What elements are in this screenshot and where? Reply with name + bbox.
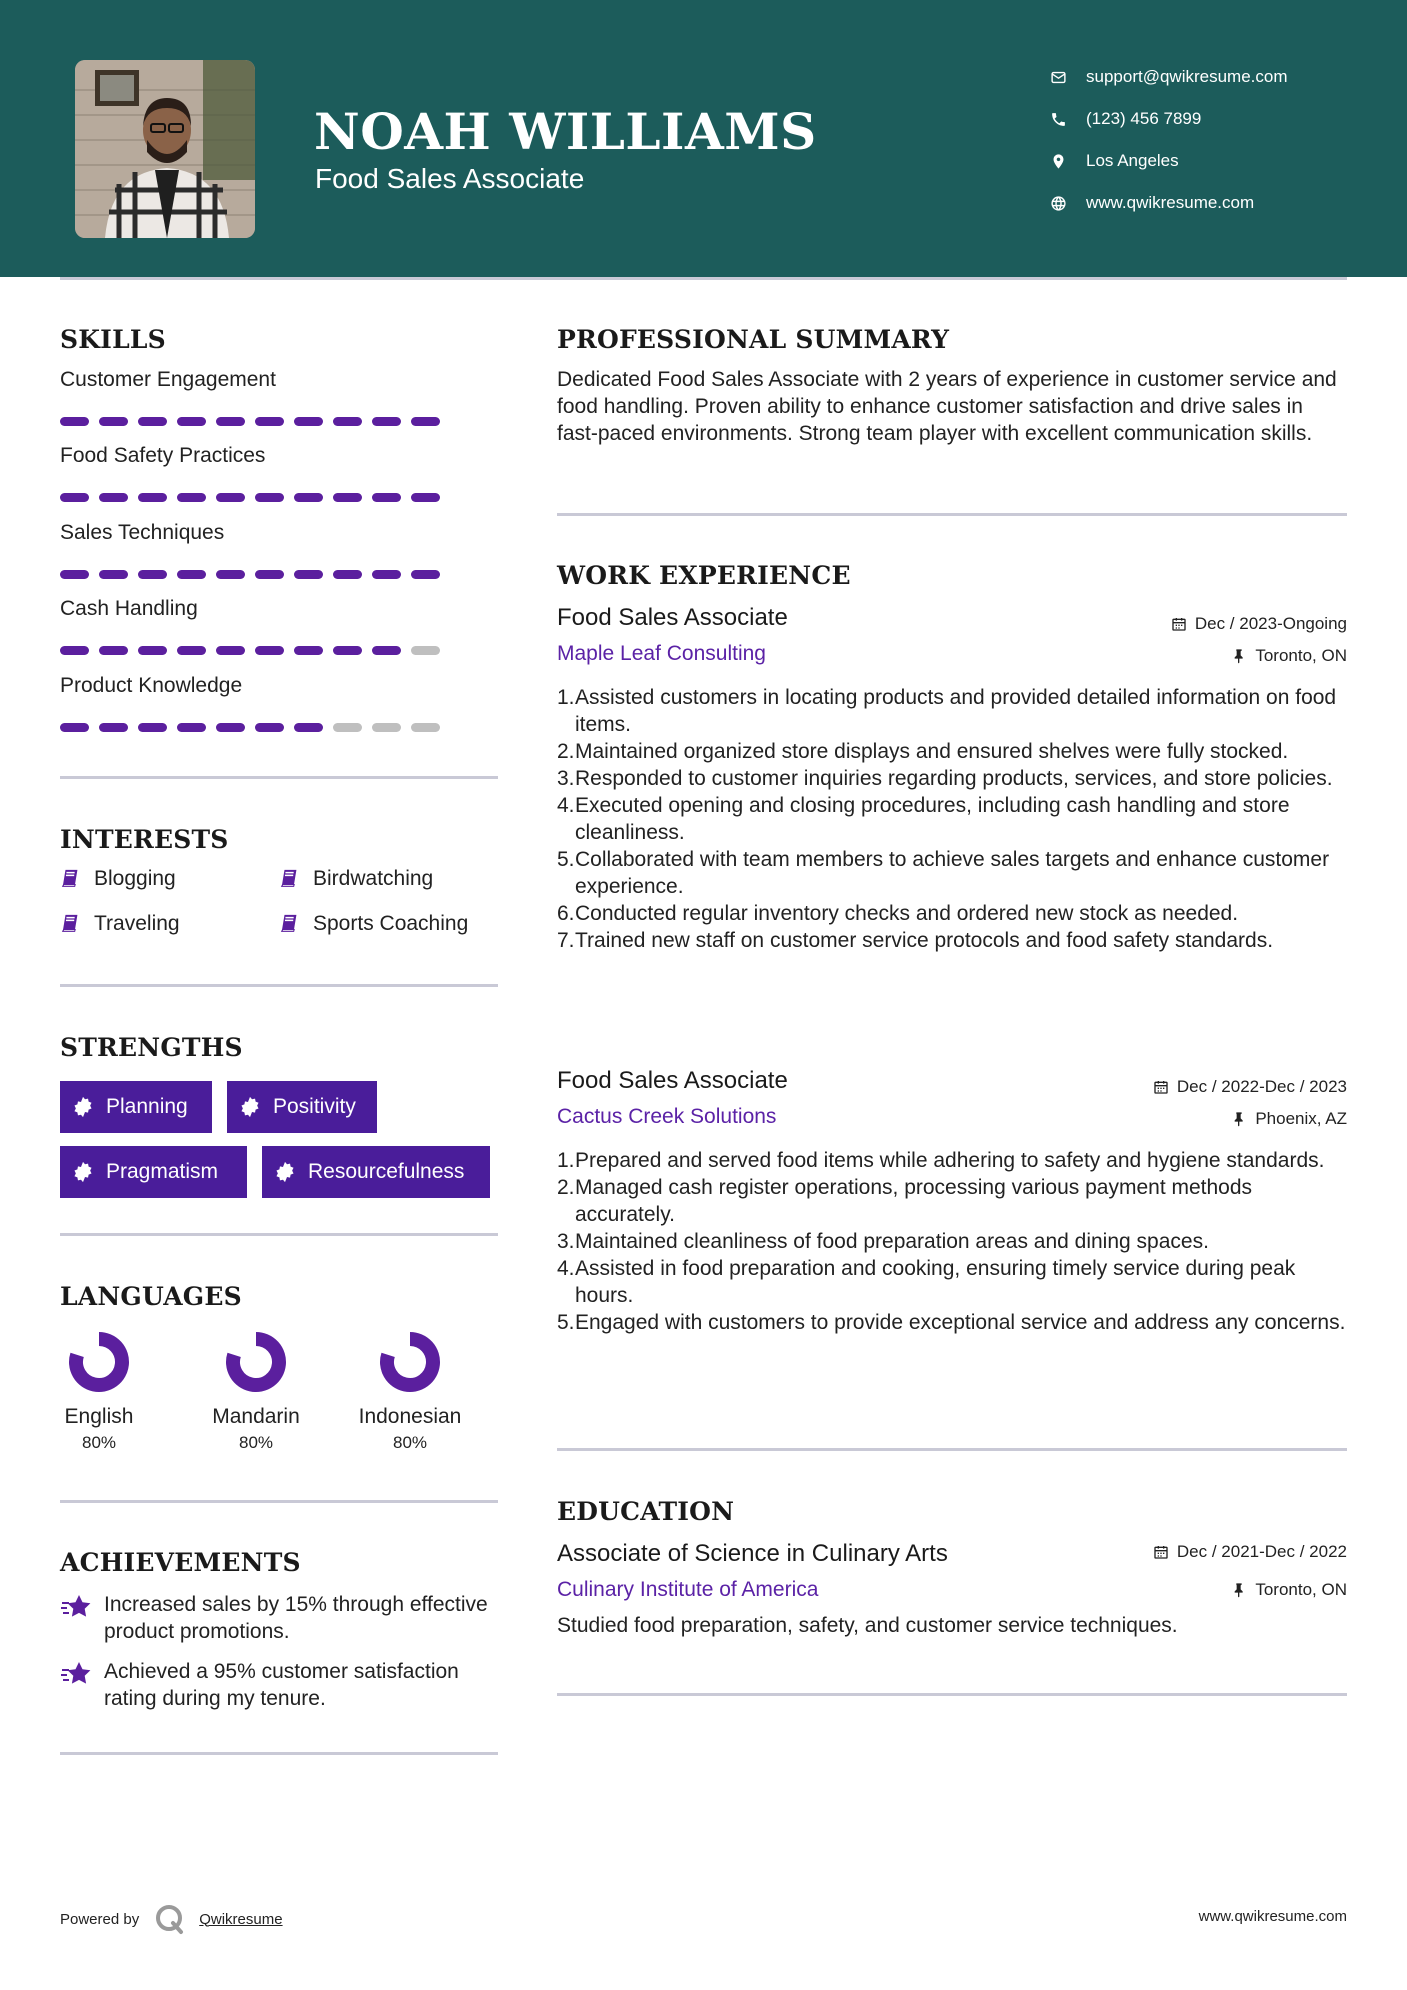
job-company: Cactus Creek Solutions bbox=[557, 1105, 777, 1128]
header-divider bbox=[60, 277, 1347, 280]
contact-phone-text: (123) 456 7899 bbox=[1086, 109, 1202, 128]
duty-item: 4. Executed opening and closing procedures, including cash handling and store cleanliness. bbox=[557, 792, 1347, 846]
strength-label: Pragmatism bbox=[106, 1160, 219, 1183]
qwikresume-logo-icon bbox=[153, 1902, 187, 1936]
skill-segment-filled bbox=[294, 570, 323, 579]
skill-segment-filled bbox=[255, 570, 284, 579]
globe-icon bbox=[1050, 195, 1086, 212]
language-ring-arc bbox=[76, 1339, 122, 1385]
strengths-title: STRENGTHS bbox=[60, 1033, 243, 1062]
skill-segment-filled bbox=[216, 646, 245, 655]
experience-divider bbox=[557, 1448, 1347, 1451]
contact-location-text: Los Angeles bbox=[1086, 151, 1179, 170]
education-location-text: Toronto, ON bbox=[1255, 1580, 1347, 1599]
skill-segment-filled bbox=[60, 646, 89, 655]
duty-item: 1. Prepared and served food items while adhering to safety and hygiene standards. bbox=[557, 1149, 1325, 1172]
summary-divider bbox=[557, 513, 1347, 516]
duty-text: Trained new staff on customer service protocols and food safety standards. bbox=[575, 929, 1274, 952]
book-icon bbox=[60, 913, 82, 935]
book-icon bbox=[60, 868, 82, 890]
skill-bar bbox=[60, 723, 440, 732]
skill-segment-empty bbox=[411, 723, 440, 732]
book-icon bbox=[279, 868, 301, 890]
experience-title: WORK EXPERIENCE bbox=[557, 561, 851, 590]
skill-segment-filled bbox=[138, 723, 167, 732]
contact-email[interactable] bbox=[1050, 56, 1288, 98]
skill-segment-filled bbox=[333, 417, 362, 426]
contact-email-text: support@qwikresume.com bbox=[1086, 67, 1288, 86]
achievement-item bbox=[60, 1658, 500, 1712]
strength-badge bbox=[227, 1081, 377, 1133]
education-location bbox=[1231, 1580, 1347, 1600]
skill-segment-filled bbox=[333, 646, 362, 655]
skill-segment-filled bbox=[138, 493, 167, 502]
language-percent: 80% bbox=[81, 1433, 117, 1452]
duty-text: Assisted in food preparation and cooking, ensuring timely service during peak hours. bbox=[575, 1257, 1296, 1307]
duty-text: Responded to customer inquiries regarding products, services, and store policies. bbox=[575, 767, 1333, 790]
job-location bbox=[1231, 646, 1347, 666]
strengths-divider bbox=[60, 1233, 498, 1236]
skill-segment-filled bbox=[333, 570, 362, 579]
skill-segment-filled bbox=[216, 570, 245, 579]
skill-name: Customer Engagement bbox=[60, 368, 276, 391]
skill-segment-filled bbox=[60, 493, 89, 502]
strength-label: Planning bbox=[106, 1095, 188, 1118]
job-date bbox=[1153, 1077, 1347, 1097]
skill-segment-filled bbox=[138, 570, 167, 579]
skill-segment-filled bbox=[99, 723, 128, 732]
job-date-text: Dec / 2022-Dec / 2023 bbox=[1176, 1077, 1347, 1096]
skill-segment-filled bbox=[99, 646, 128, 655]
duty-item: 1. Assisted customers in locating products and provided detailed information on food items. bbox=[557, 684, 1347, 738]
job-role: Food Sales Associate bbox=[557, 1067, 788, 1094]
skill-segment-filled bbox=[216, 723, 245, 732]
strength-badge bbox=[262, 1146, 490, 1198]
skill-bar bbox=[60, 417, 440, 426]
interest-label: Blogging bbox=[94, 867, 176, 890]
language-percent: 80% bbox=[392, 1433, 428, 1452]
interest-label: Birdwatching bbox=[313, 867, 434, 890]
pushpin-icon bbox=[1231, 1582, 1247, 1598]
duty-item: 3. Maintained cleanliness of food preparation areas and dining spaces. bbox=[557, 1230, 1209, 1253]
language-name: English bbox=[64, 1405, 134, 1428]
skill-segment-filled bbox=[60, 723, 89, 732]
skill-segment-filled bbox=[333, 493, 362, 502]
job-date bbox=[1171, 614, 1347, 634]
skill-segment-filled bbox=[177, 723, 206, 732]
skill-name: Cash Handling bbox=[60, 597, 198, 620]
language-item bbox=[200, 1330, 312, 1453]
skill-segment-filled bbox=[216, 417, 245, 426]
skill-segment-filled bbox=[372, 417, 401, 426]
gear-badge-icon bbox=[239, 1096, 261, 1118]
contact-website[interactable] bbox=[1050, 182, 1288, 224]
book-icon bbox=[279, 913, 301, 935]
skill-segment-filled bbox=[294, 723, 323, 732]
interest-item bbox=[60, 867, 176, 891]
skill-segment-filled bbox=[216, 493, 245, 502]
skill-segment-filled bbox=[138, 646, 167, 655]
candidate-name: NOAH WILLIAMS bbox=[314, 102, 817, 161]
duty-item: 5. Engaged with customers to provide exceptional service and address any concerns. bbox=[557, 1311, 1346, 1334]
skill-segment-filled bbox=[372, 646, 401, 655]
skill-segment-empty bbox=[372, 723, 401, 732]
interest-label: Traveling bbox=[94, 912, 180, 935]
contact-list bbox=[1050, 56, 1288, 224]
duty-text: Maintained cleanliness of food preparation areas and dining spaces. bbox=[575, 1230, 1209, 1253]
job-role: Food Sales Associate bbox=[557, 604, 788, 631]
pushpin-icon bbox=[1231, 1111, 1247, 1127]
achievement-text: Achieved a 95% customer satisfaction rating during my tenure. bbox=[104, 1660, 459, 1710]
candidate-title: Food Sales Associate bbox=[315, 163, 585, 194]
job-location bbox=[1231, 1109, 1347, 1129]
skill-segment-filled bbox=[99, 417, 128, 426]
skill-segment-filled bbox=[99, 493, 128, 502]
skills-divider bbox=[60, 776, 498, 779]
profile-photo bbox=[75, 60, 255, 238]
strength-badge bbox=[60, 1081, 212, 1133]
skill-segment-filled bbox=[372, 493, 401, 502]
skill-segment-filled bbox=[177, 646, 206, 655]
phone-icon bbox=[1050, 111, 1086, 128]
education-date bbox=[1153, 1542, 1347, 1562]
skill-segment-filled bbox=[177, 570, 206, 579]
skill-segment-empty bbox=[411, 646, 440, 655]
achievement-item bbox=[60, 1591, 500, 1645]
language-ring bbox=[67, 1330, 131, 1394]
job-date-text: Dec / 2023-Ongoing bbox=[1194, 614, 1347, 633]
skill-segment-filled bbox=[60, 570, 89, 579]
job-location-text: Phoenix, AZ bbox=[1255, 1109, 1347, 1128]
skill-segment-filled bbox=[60, 417, 89, 426]
duty-item: 2. Managed cash register operations, processing various payment methods accurately. bbox=[557, 1174, 1347, 1228]
skill-segment-filled bbox=[255, 417, 284, 426]
education-school: Culinary Institute of America bbox=[557, 1578, 819, 1601]
calendar-icon bbox=[1153, 1079, 1169, 1095]
resume-header bbox=[0, 0, 1407, 277]
languages-title: LANGUAGES bbox=[60, 1282, 242, 1311]
skill-segment-filled bbox=[411, 417, 440, 426]
achievements-divider bbox=[60, 1752, 498, 1755]
interests-divider bbox=[60, 984, 498, 987]
gear-badge-icon bbox=[72, 1161, 94, 1183]
skill-segment-filled bbox=[255, 723, 284, 732]
languages-divider bbox=[60, 1500, 498, 1503]
skill-bar bbox=[60, 570, 440, 579]
language-item bbox=[349, 1330, 471, 1453]
skill-segment-filled bbox=[99, 570, 128, 579]
duty-text: Conducted regular inventory checks and ordered new stock as needed. bbox=[575, 902, 1239, 925]
job-location-text: Toronto, ON bbox=[1255, 646, 1347, 665]
skill-segment-filled bbox=[177, 493, 206, 502]
gear-badge-icon bbox=[274, 1161, 296, 1183]
language-ring-arc bbox=[233, 1339, 279, 1385]
powered-by-text: Powered by bbox=[60, 1910, 140, 1928]
language-percent: 80% bbox=[238, 1433, 274, 1452]
calendar-icon bbox=[1153, 1544, 1169, 1560]
education-date-text: Dec / 2021-Dec / 2022 bbox=[1176, 1542, 1347, 1561]
duty-item: 7. Trained new staff on customer service protocols and food safety standards. bbox=[557, 929, 1274, 952]
language-ring bbox=[224, 1330, 288, 1394]
interest-label: Sports Coaching bbox=[313, 912, 469, 935]
skill-segment-filled bbox=[177, 417, 206, 426]
duty-item: 5. Collaborated with team members to achieve sales targets and enhance customer experience. bbox=[557, 846, 1347, 900]
pushpin-icon bbox=[1231, 648, 1247, 664]
contact-website-text: www.qwikresume.com bbox=[1086, 193, 1255, 212]
interest-item bbox=[279, 912, 468, 936]
interests-title: INTERESTS bbox=[60, 825, 229, 854]
gear-badge-icon bbox=[72, 1096, 94, 1118]
summary-text: Dedicated Food Sales Associate with 2 years of experience in customer service and food handling. Proven ability to enhance customer satisfaction and drive sales in fast-paced environments. Strong team player with excellent communication skills. bbox=[557, 368, 1337, 445]
skill-segment-empty bbox=[333, 723, 362, 732]
education-title: EDUCATION bbox=[557, 1497, 735, 1526]
skill-bar bbox=[60, 646, 440, 655]
interest-item bbox=[279, 867, 433, 891]
strength-label: Resourcefulness bbox=[308, 1160, 465, 1183]
education-divider bbox=[557, 1693, 1347, 1696]
summary-title: PROFESSIONAL SUMMARY bbox=[557, 325, 950, 354]
skill-segment-filled bbox=[294, 493, 323, 502]
skill-segment-filled bbox=[294, 646, 323, 655]
skill-name: Product Knowledge bbox=[60, 674, 243, 697]
duty-item: 4. Assisted in food preparation and cooking, ensuring timely service during peak hours. bbox=[557, 1255, 1347, 1309]
job-duties bbox=[557, 1147, 1347, 1336]
duty-text: Executed opening and closing procedures, including cash handling and store cleanliness. bbox=[575, 794, 1290, 844]
skill-name: Sales Techniques bbox=[60, 521, 225, 544]
duty-text: Maintained organized store displays and ensured shelves were fully stocked. bbox=[575, 740, 1289, 763]
skill-segment-filled bbox=[411, 493, 440, 502]
achievements-title: ACHIEVEMENTS bbox=[60, 1548, 301, 1577]
language-name: Mandarin bbox=[212, 1405, 300, 1428]
footer-website[interactable]: www.qwikresume.com bbox=[1198, 1908, 1347, 1925]
contact-phone[interactable] bbox=[1050, 98, 1288, 140]
qwikresume-link[interactable]: Qwikresume bbox=[199, 1910, 283, 1928]
footer-powered bbox=[60, 1902, 283, 1936]
skill-name: Food Safety Practices bbox=[60, 444, 266, 467]
duty-item: 6. Conducted regular inventory checks and ordered new stock as needed. bbox=[557, 902, 1239, 925]
skill-segment-filled bbox=[372, 570, 401, 579]
duty-item: 2. Maintained organized store displays and ensured shelves were fully stocked. bbox=[557, 740, 1289, 763]
location-pin-icon bbox=[1050, 153, 1086, 170]
duty-text: Collaborated with team members to achieve sales targets and enhance customer experience. bbox=[575, 848, 1330, 898]
skill-segment-filled bbox=[255, 646, 284, 655]
job-company: Maple Leaf Consulting bbox=[557, 642, 766, 665]
skill-segment-filled bbox=[294, 417, 323, 426]
calendar-icon bbox=[1171, 616, 1187, 632]
language-ring-arc bbox=[387, 1339, 433, 1385]
achievement-text: Increased sales by 15% through effective product promotions. bbox=[104, 1593, 488, 1643]
education-degree: Associate of Science in Culinary Arts bbox=[557, 1540, 948, 1567]
duty-text: Assisted customers in locating products and provided detailed information on food items. bbox=[575, 686, 1337, 736]
duty-text: Engaged with customers to provide exceptional service and address any concerns. bbox=[575, 1311, 1346, 1334]
duty-item: 3. Responded to customer inquiries regarding products, services, and store policies. bbox=[557, 767, 1333, 790]
contact-location bbox=[1050, 140, 1288, 182]
education-description: Studied food preparation, safety, and customer service techniques. bbox=[557, 1614, 1178, 1637]
job-duties bbox=[557, 684, 1347, 954]
skill-segment-filled bbox=[138, 417, 167, 426]
duty-text: Prepared and served food items while adhering to safety and hygiene standards. bbox=[575, 1149, 1325, 1172]
skill-segment-filled bbox=[255, 493, 284, 502]
skill-bar bbox=[60, 493, 440, 502]
interest-item bbox=[60, 912, 180, 936]
language-item bbox=[56, 1330, 142, 1453]
duty-text: Managed cash register operations, processing various payment methods accurately. bbox=[575, 1176, 1253, 1226]
star-icon bbox=[60, 1593, 92, 1623]
star-icon bbox=[60, 1660, 92, 1690]
language-ring bbox=[378, 1330, 442, 1394]
skill-segment-filled bbox=[411, 570, 440, 579]
strength-label: Positivity bbox=[273, 1095, 356, 1118]
envelope-icon bbox=[1050, 69, 1086, 86]
strength-badge bbox=[60, 1146, 247, 1198]
language-name: Indonesian bbox=[358, 1405, 462, 1428]
skills-title: SKILLS bbox=[60, 325, 166, 354]
